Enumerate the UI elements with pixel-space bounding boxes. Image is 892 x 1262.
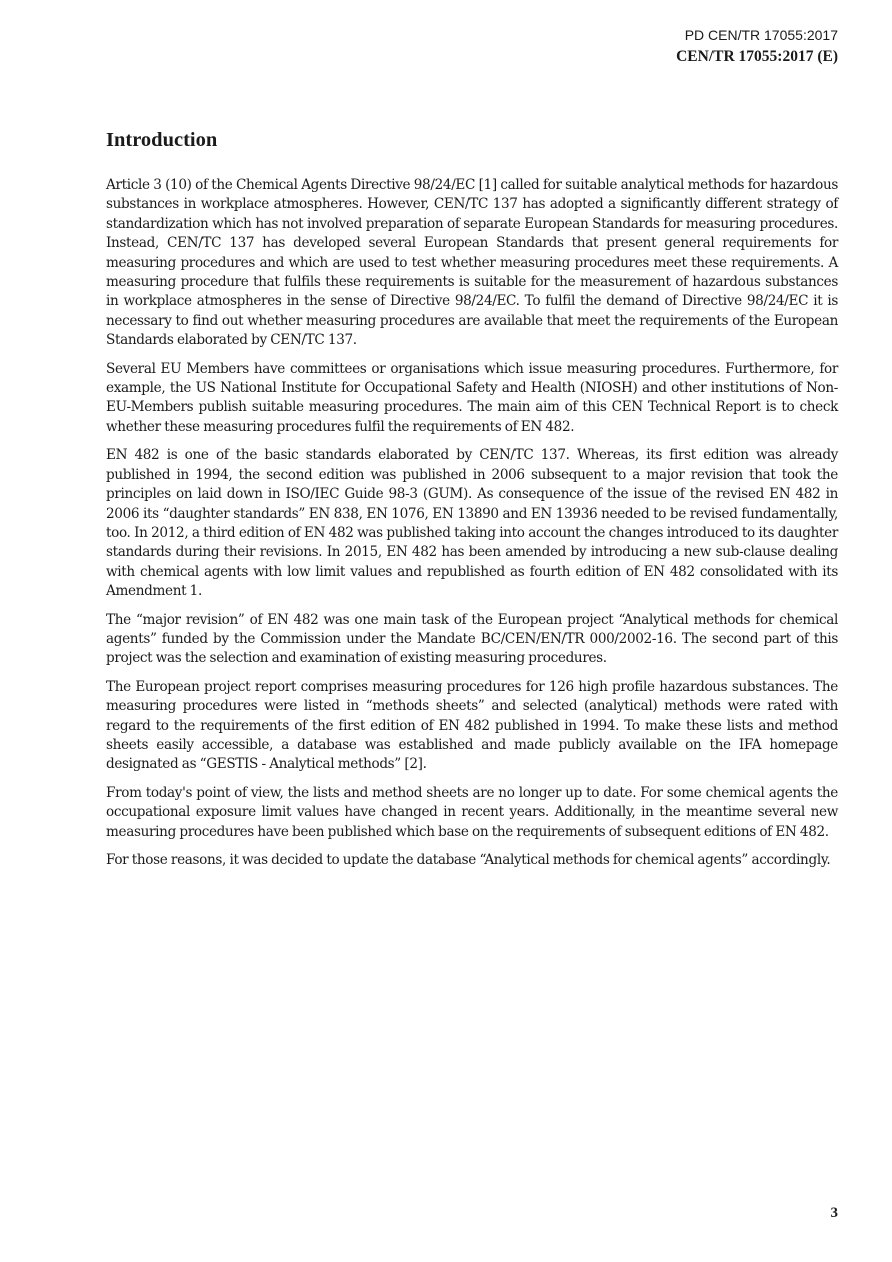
paragraph-3: EN 482 is one of the basic standards elaborated by CEN/TC 137. Whereas, its first edition was already published in 1994, the second edition was published in 2006 subsequent to a major revision that took the principles on laid down in ISO/IEC Guide 98-3 (GUM). As consequence of the issue of the revised EN 482 in 2006 its “daughter standards” EN 838, EN 1076, EN 13890 and EN 13936 needed to be revised fundamentally, too. In 2012, a third edition of EN 482 was published taking into account the changes introduced to its daughter standards during their revisions. In 2015, EN 482 has been amended by introducing a new sub-clause dealing with chemical agents with low limit values and republished as fourth edition of EN 482 consolidated with its Amendment 1. bbox=[106, 447, 838, 600]
paragraph-7: For those reasons, it was decided to update the database “Analytical methods for chemical agents” accordingly. bbox=[106, 852, 831, 868]
page-number: 3 bbox=[830, 1205, 838, 1221]
paragraph-1: Article 3 (10) of the Chemical Agents Directive 98/24/EC [1] called for suitable analytical methods for hazardous substances in workplace atmospheres. However, CEN/TC 137 has adopted a significantly different strategy of standardization which has not involved preparation of separate European Standards for measuring procedures. Instead, CEN/TC 137 has developed several European Standards that present general requirements for measuring procedures and which are used to test whether measuring procedures meet these requirements. A measuring procedure that fulfils these requirements is suitable for the measurement of hazardous substances in workplace atmospheres in the sense of Directive 98/24/EC. To fulfil the demand of Directive 98/24/EC it is necessary to find out whether measuring procedures are available that meet the requirements of the European Standards elaborated by CEN/TC 137. bbox=[106, 177, 838, 349]
paragraph-2: Several EU Members have committees or organisations which issue measuring procedures. Furthermore, for example, the US National Institute for Occupational Safety and Health (NIOSH) and other institutions of Non-EU-Members publish suitable measuring procedures. The main aim of this CEN Technical Report is to check whether these measuring procedures fulfil the requirements of EN 482. bbox=[106, 360, 838, 435]
paragraph-4: The “major revision” of EN 482 was one main task of the European project “Analytical methods for chemical agents” funded by the Commission under the Mandate BC/CEN/EN/TR 000/2002-16. The second part of this project was the selection and examination of existing measuring procedures. bbox=[106, 611, 838, 667]
paragraph-5: The European project report comprises measuring procedures for 126 high profile hazardous substances. The measuring procedures were listed in “methods sheets” and selected (analytical) methods were rated with regard to the requirements of the first edition of EN 482 published in 1994. To make these lists and method sheets easily accessible, a database was established and made publicly available on the IFA homepage designated as “GESTIS - Analytical methods” [2]. bbox=[106, 678, 838, 773]
introduction-body bbox=[106, 176, 838, 879]
document-designation-cen: CEN/TR 17055:2017 (E) bbox=[676, 48, 838, 65]
section-title: Introduction bbox=[106, 129, 218, 151]
document-designation-pd: PD CEN/TR 17055:2017 bbox=[684, 27, 838, 43]
paragraph-6: From today's point of view, the lists and method sheets are no longer up to date. For some chemical agents the occupational exposure limit values have changed in recent years. Additionally, in the meantime several new measuring procedures have been published which base on the requirements of subsequent editions of EN 482. bbox=[106, 784, 838, 840]
